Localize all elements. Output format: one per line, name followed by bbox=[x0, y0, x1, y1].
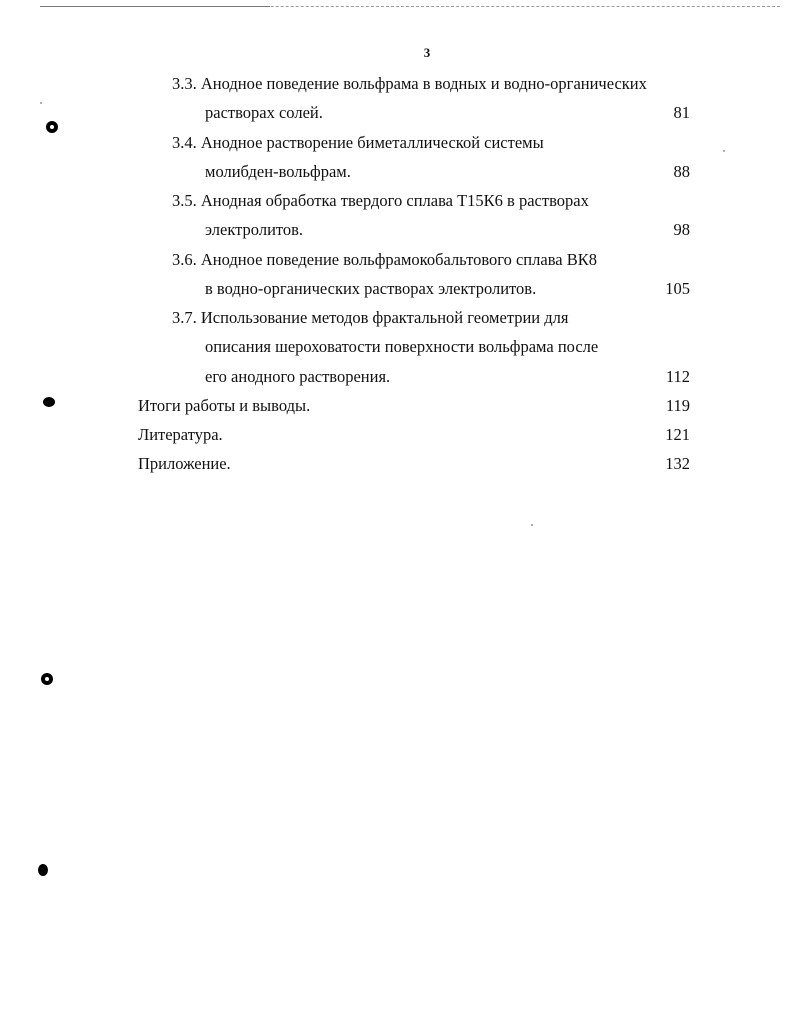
scan-speck bbox=[723, 150, 725, 152]
toc-entry-page: 112 bbox=[665, 367, 690, 386]
toc-entry-title-cont: его анодного растворения. bbox=[205, 367, 391, 386]
toc-entry-title-cont: растворах солей. bbox=[205, 103, 323, 122]
toc-entry-title: 3.3. Анодное поведение вольфрама в водных и водно-органических bbox=[172, 74, 647, 93]
toc-entry-page: 105 bbox=[665, 279, 690, 298]
toc-entry-title-cont: в водно-органических растворах электролитов. bbox=[205, 279, 537, 298]
toc-entry-page: 119 bbox=[665, 396, 690, 415]
page-number: 3 bbox=[423, 45, 431, 60]
toc-entry-title-cont: описания шероховатости поверхности вольфрама после bbox=[205, 337, 599, 356]
toc-entry-page: 132 bbox=[665, 454, 690, 473]
toc-entry-title: Литература. bbox=[138, 425, 223, 444]
toc-entry-title: 3.4. Анодное растворение биметаллической системы bbox=[172, 133, 544, 152]
punch-hole-mark bbox=[41, 673, 53, 685]
toc-entry-title-cont: молибден-вольфрам. bbox=[205, 162, 351, 181]
toc-entry-title: Итоги работы и выводы. bbox=[138, 396, 311, 415]
toc-entry-title: Приложение. bbox=[138, 454, 231, 473]
toc-entry-page: 121 bbox=[665, 425, 690, 444]
toc-entry-page: 88 bbox=[673, 162, 690, 181]
toc-entry-title: 3.5. Анодная обработка твердого сплава Т15К6 в растворах bbox=[172, 191, 589, 210]
toc-entry-title: 3.7. Использование методов фрактальной геометрии для bbox=[172, 308, 569, 327]
scan-speck bbox=[531, 524, 533, 526]
punch-hole-mark bbox=[38, 864, 48, 876]
punch-hole-mark bbox=[43, 397, 55, 407]
toc-entry-title: 3.6. Анодное поведение вольфрамокобальтового сплава ВК8 bbox=[172, 250, 597, 269]
scan-edge-line-solid bbox=[40, 6, 270, 7]
scan-speck bbox=[40, 102, 42, 104]
toc-entry-title-cont: электролитов. bbox=[205, 220, 304, 239]
toc-entry-page: 81 bbox=[673, 103, 690, 122]
punch-hole-mark bbox=[46, 121, 58, 133]
toc-entry-page: 98 bbox=[673, 220, 690, 239]
